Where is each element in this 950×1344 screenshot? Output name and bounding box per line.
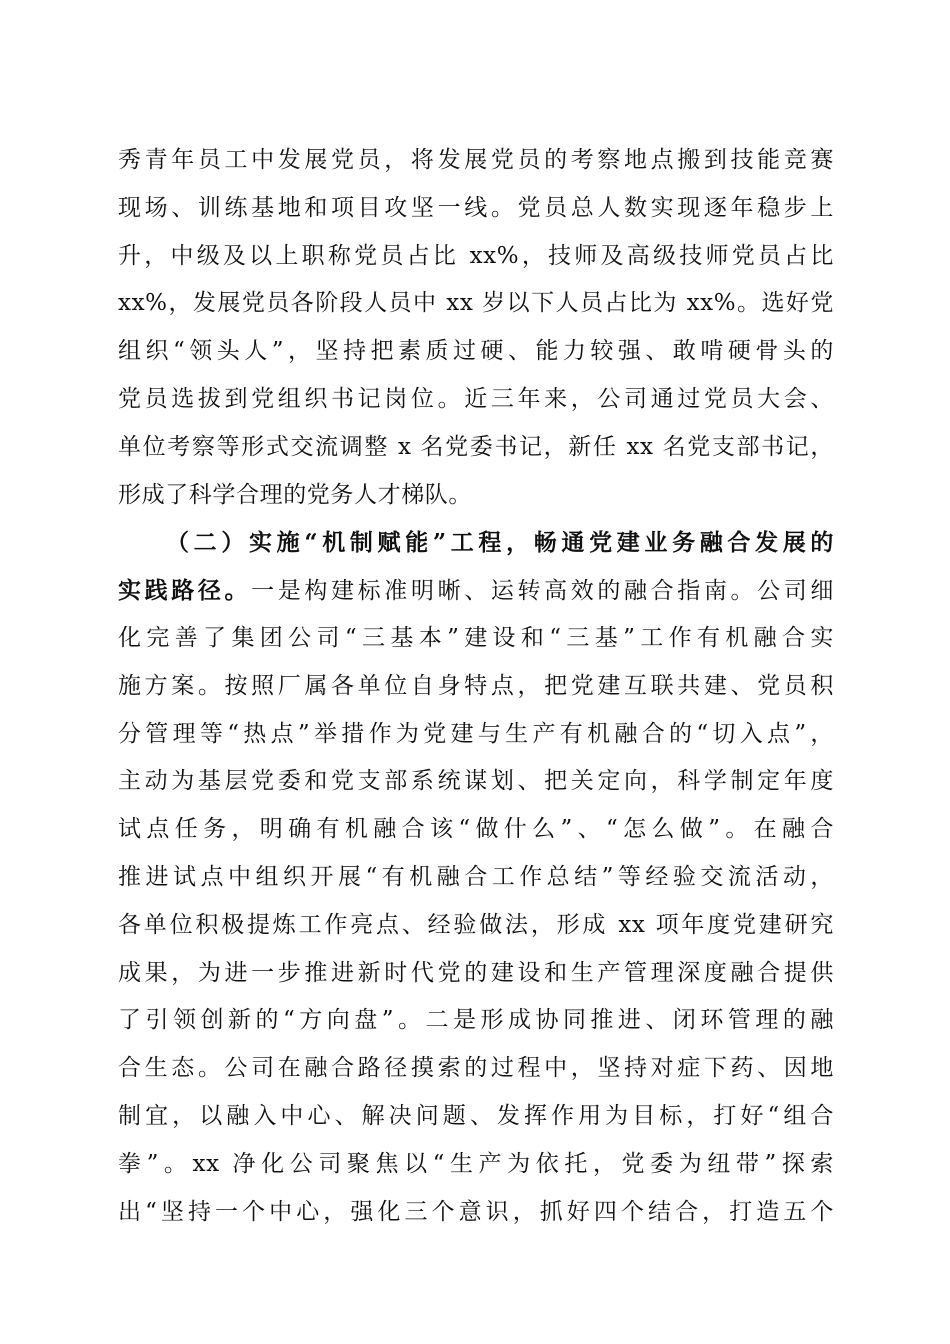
text-line: 主动为基层党委和党支部系统谋划、把关定向，科学制定年度 [118,768,834,795]
section-heading-line [118,519,834,567]
text-line [118,567,834,615]
text-line: 党员选拔到党组织书记岗位。近三年来，公司通过党员大会、 [118,385,834,412]
text-line: 形成了科学合理的党务人才梯队。 [118,481,472,508]
text-line: 拳”。xx 净化公司聚焦以“生产为依托，党委为纽带”探索 [118,1150,834,1177]
text-line: 施方案。按照厂属各单位自身特点，把党建互联共建、党员积 [118,672,834,699]
paragraph-text: 一是构建标准明晰、运转高效的融合指南。公司细 [251,578,834,605]
text-line: 制宜，以融入中心、解决问题、发挥作用为目标，打好“组合 [118,1102,834,1129]
text-line: 推进试点中组织开展“有机融合工作总结”等经验交流活动， [118,863,834,890]
text-line: 组织“领头人”，坚持把素质过硬、能力较强、敢啃硬骨头的 [118,338,834,365]
text-line: 成果，为进一步推进新时代党的建设和生产管理深度融合提供 [118,959,834,986]
text-line: 化完善了集团公司“三基本”建设和“三基”工作有机融合实 [118,624,834,651]
text-line: 分管理等“热点”举措作为党建与生产有机融合的“切入点”， [118,720,834,747]
text-line: 秀青年员工中发展党员，将发展党员的考察地点搬到技能竞赛 [118,147,834,173]
section-heading: （二）实施“机制赋能”工程，畅通党建业务融合发展的 [166,529,834,557]
text-line: 试点任务，明确有机融合该“做什么”、“怎么做”。在融合 [118,816,834,843]
text-line: 单位考察等形式交流调整 x 名党委书记，新任 xx 名党支部书记， [118,433,834,460]
text-line: 了引领创新的“方向盘”。二是形成协同推进、闭环管理的融 [118,1007,834,1034]
text-line: xx%，发展党员各阶段人员中 xx 岁以下人员占比为 xx%。选好党 [118,290,834,317]
text-line: 升，中级及以上职称党员占比 xx%，技师及高级技师党员占比 [118,242,834,269]
text-line: 合生态。公司在融合路径摸索的过程中，坚持对症下药、因地 [118,1055,834,1082]
text-line: 现场、训练基地和项目攻坚一线。党员总人数实现逐年稳步上 [118,194,834,221]
section-heading-continued: 实践路径。 [118,577,252,605]
text-line: 出“坚持一个中心，强化三个意识，抓好四个结合，打造五个 [118,1198,834,1225]
text-line: 各单位积极提炼工作亮点、经验做法，形成 xx 项年度党建研究 [118,911,834,938]
document-body [118,137,834,1236]
